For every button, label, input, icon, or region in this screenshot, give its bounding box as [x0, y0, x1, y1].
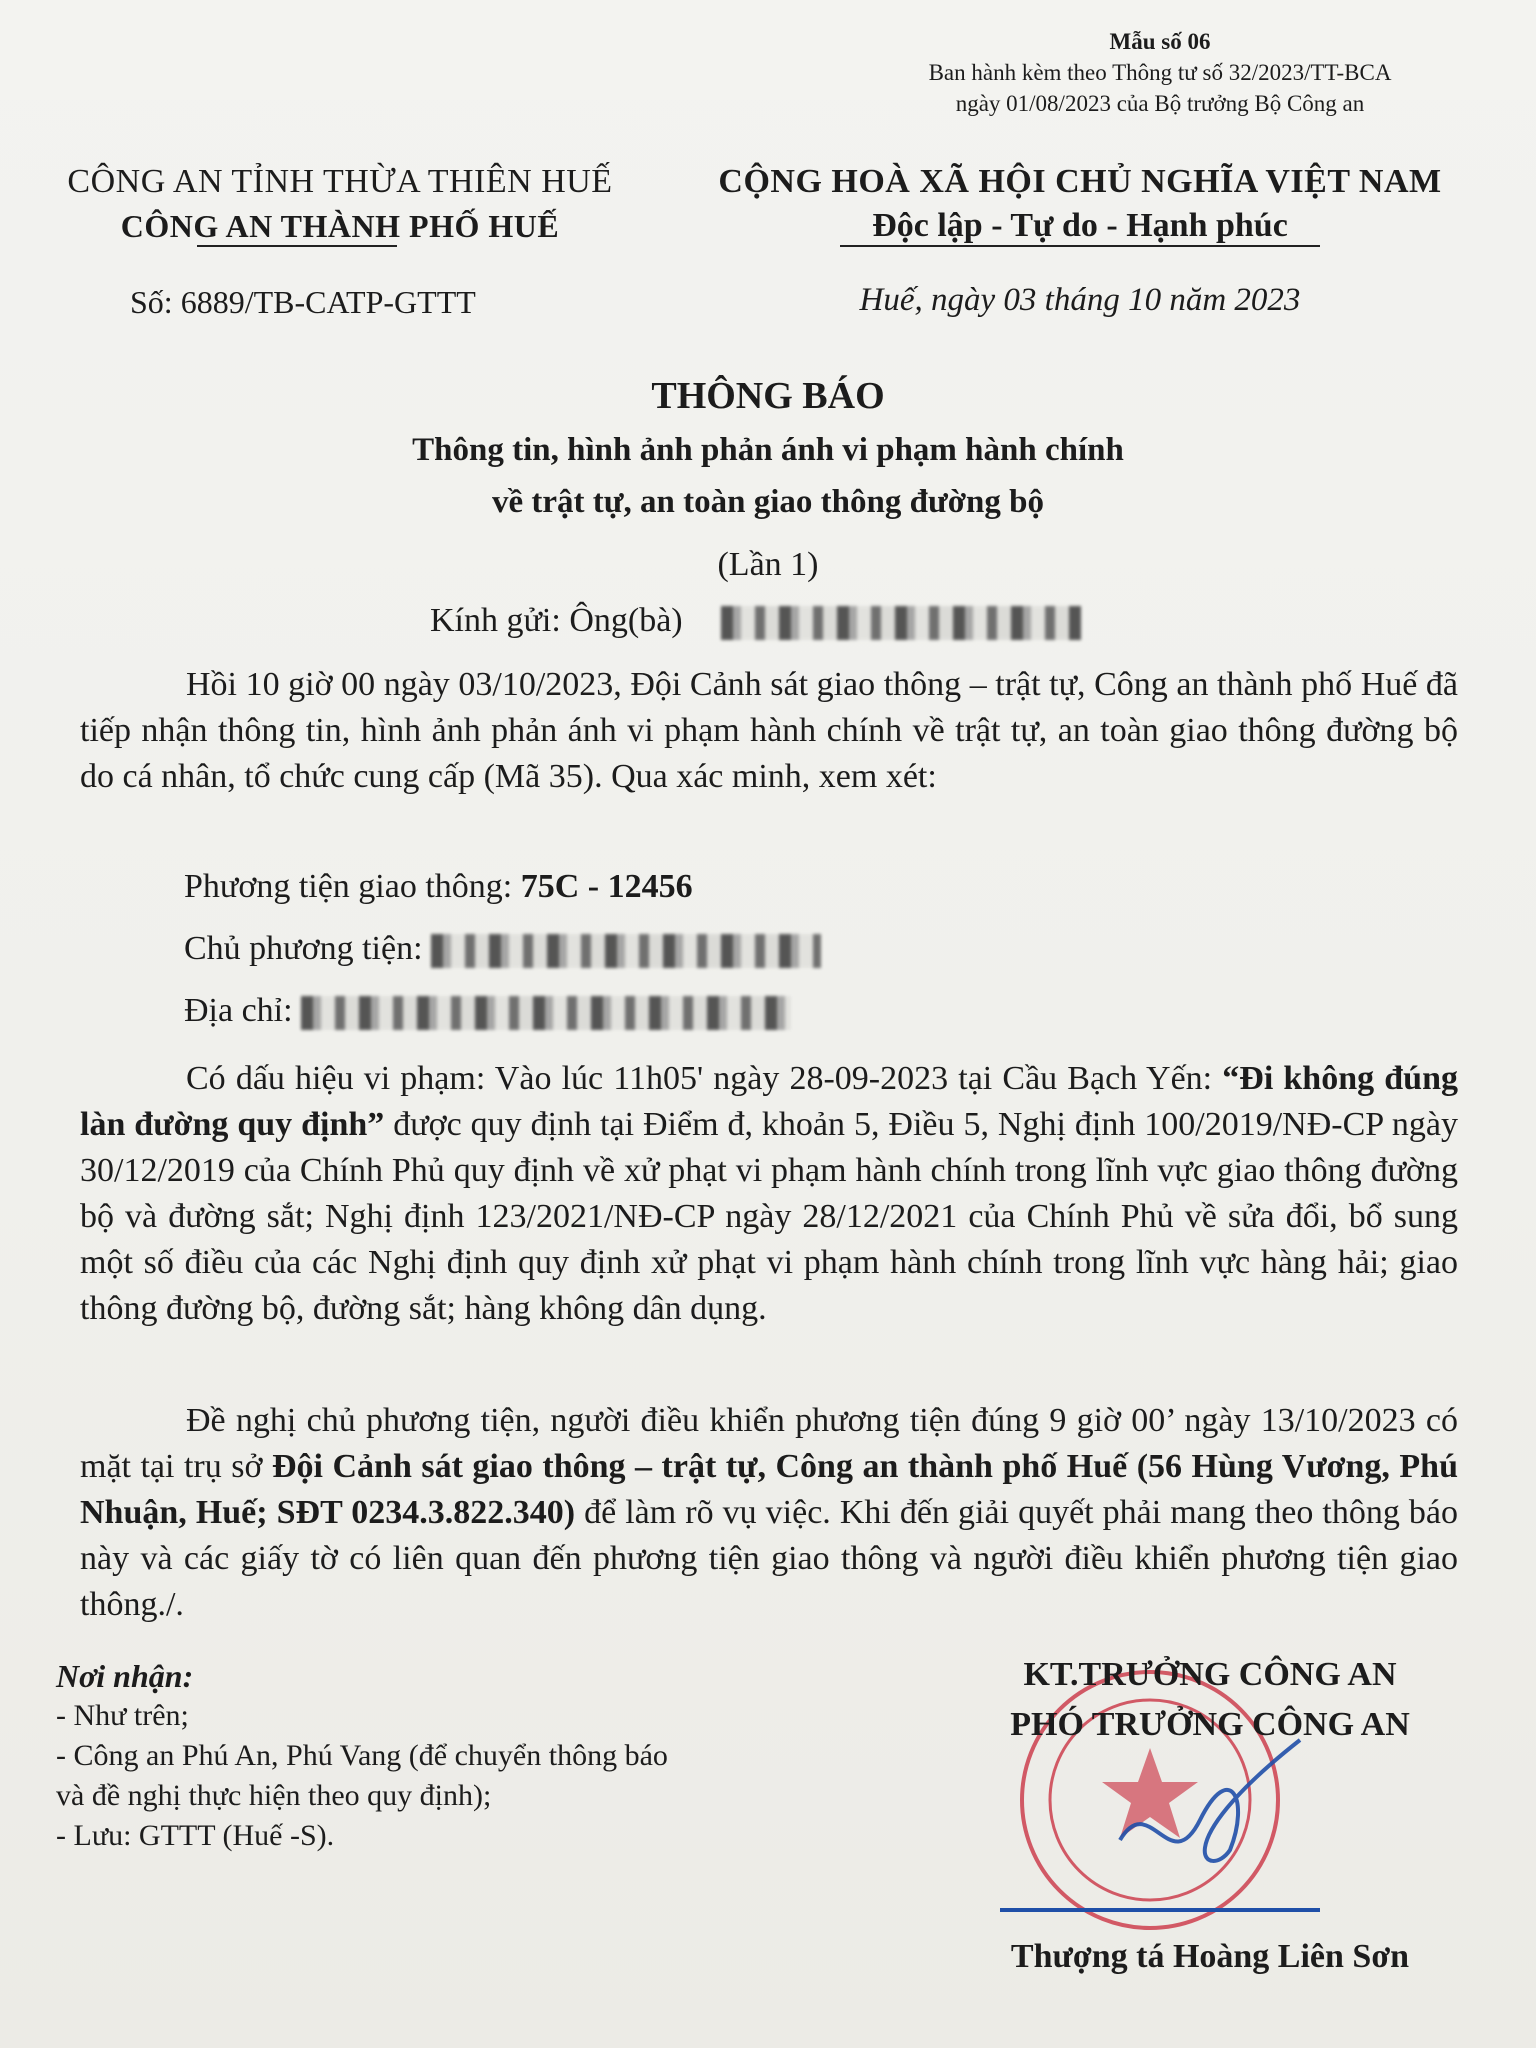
form-issuance-line: Ban hành kèm theo Thông tư số 32/2023/TT-BCA: [928, 60, 1392, 85]
national-motto: Độc lập - Tự do - Hạnh phúc: [872, 207, 1288, 244]
vehicle-plate: 75C - 12456: [520, 868, 693, 905]
signer-title-2: PHÓ TRƯỞNG CÔNG AN: [1010, 1706, 1410, 1743]
signature-block: [900, 1650, 1520, 1750]
address-line: [184, 992, 791, 1030]
summons-lead: Đề nghị chủ phương tiện, người điều khiển phương tiện đúng 9 giờ 00’ ngày 13/10/2023 có mặt tại trụ sở: [80, 1402, 1458, 1485]
republic-name: CỘNG HOÀ XÃ HỘI CHỦ NGHĨA VIỆT NAM: [718, 163, 1442, 200]
redacted-recipient-name: [721, 606, 1081, 640]
document-title: THÔNG BÁO: [651, 375, 885, 417]
vehicle-line: [184, 868, 693, 906]
document-date: Huế, ngày 03 tháng 10 năm 2023: [859, 282, 1301, 318]
form-issuance-date: ngày 01/08/2023 của Bộ trưởng Bộ Công an: [955, 91, 1365, 116]
agency-underline: [197, 245, 397, 247]
paragraph-summons: [80, 1398, 1458, 1628]
violation-lead: Có dấu hiệu vi phạm: Vào lúc 11h05' ngày 28-09-2023 tại Cầu Bạch Yến:: [186, 1060, 1223, 1097]
owner-label: Chủ phương tiện:: [184, 930, 432, 967]
recipients-item: và đề nghị thực hiện theo quy định);: [56, 1779, 492, 1812]
vehicle-label: Phương tiện giao thông:: [184, 868, 521, 905]
form-number: Mẫu số 06: [1109, 29, 1211, 54]
paragraph-violation: [80, 1056, 1458, 1332]
paragraph-intro-text: Hồi 10 giờ 00 ngày 03/10/2023, Đội Cảnh sát giao thông – trật tự, Công an thành phố Huế đã tiếp nhận thông tin, hình ảnh phản ánh vi phạm hành chính về trật tự, an toàn giao thông đường bộ do cá nhân, tổ chức cung cấp (Mã 35). Qua xác minh, xem xét:: [80, 666, 1458, 795]
document-subtitle-1: Thông tin, hình ảnh phản ánh vi phạm hành chính: [412, 432, 1124, 468]
owner-line: [184, 930, 821, 968]
recipient-label: Kính gửi: Ông(bà): [430, 602, 683, 639]
paragraph-intro: [80, 662, 1458, 800]
agency-name: CÔNG AN THÀNH PHỐ HUẾ: [120, 208, 560, 244]
recipients-list: [56, 1656, 668, 1856]
recipient-line: [430, 602, 1081, 640]
recipients-item: - Như trên;: [56, 1699, 189, 1732]
recipients-item: - Công an Phú An, Phú Vang (để chuyển thông báo: [56, 1739, 668, 1772]
signer-title-1: KT.TRƯỞNG CÔNG AN: [1023, 1656, 1397, 1693]
seal-star: [1102, 1748, 1198, 1838]
issue-number: (Lần 1): [717, 546, 819, 583]
redacted-address: [301, 996, 791, 1030]
recipients-title: Nơi nhận:: [56, 1658, 194, 1694]
recipients-item: - Lưu: GTTT (Huế -S).: [56, 1819, 335, 1852]
document-subtitle-2: về trật tự, an toàn giao thông đường bộ: [491, 484, 1044, 520]
issuing-agency: [20, 160, 660, 248]
redacted-owner-name: [431, 934, 821, 968]
summons-rest: để làm rõ vụ việc. Khi đến giải quyết phải mang theo thông báo này và các giấy tờ có liên quan đến phương tiện giao thông và người điều khiển phương tiện giao thông./.: [80, 1494, 1458, 1623]
motto-underline: [840, 245, 1320, 247]
address-label: Địa chỉ:: [184, 992, 302, 1029]
signer-name: Thượng tá Hoàng Liên Sơn: [1010, 1938, 1410, 1975]
violation-legal-basis: được quy định tại Điểm đ, khoản 5, Điều 5, Nghị định 100/2019/NĐ-CP ngày 30/12/2019 của Chính Phủ quy định về xử phạt vi phạm hành chính trong lĩnh vực giao thông đường bộ và đường sắt; Nghị định 123/2021/NĐ-CP ngày 28/12/2021 của Chính Phủ về sửa đổi, bổ sung một số điều của các Nghị định quy định xử phạt vi phạm hành chính trong lĩnh vực hàng hải; giao thông đường bộ, đường sắt; hàng không dân dụng.: [80, 1106, 1458, 1327]
national-heading: [690, 160, 1470, 248]
summons-place: Đội Cảnh sát giao thông – trật tự, Công an thành phố Huế (56 Hùng Vương, Phú Nhuận, Huế; SĐT 0234.3.822.340): [80, 1448, 1458, 1531]
violation-name: “Đi không đúng làn đường quy định”: [80, 1060, 1458, 1143]
agency-parent: CÔNG AN TỈNH THỪA THIÊN HUẾ: [67, 163, 613, 200]
document-number: Số: 6889/TB-CATP-GTTT: [130, 284, 476, 320]
form-reference: [880, 26, 1440, 119]
